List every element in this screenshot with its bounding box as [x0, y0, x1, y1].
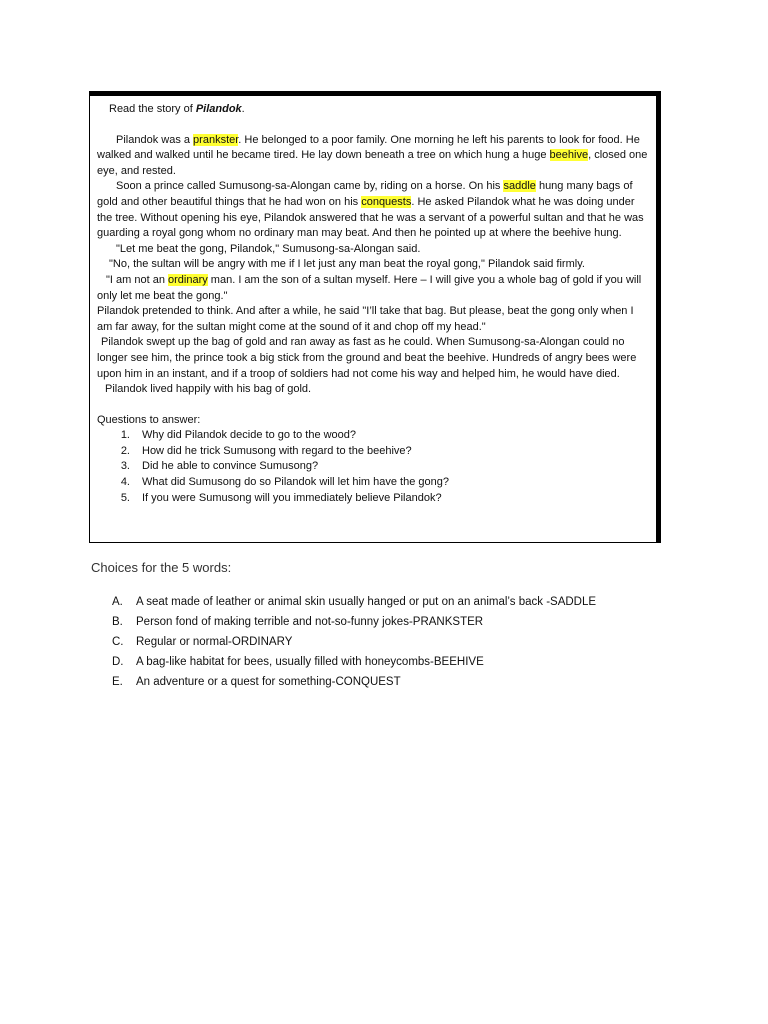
- paragraph-4: "No, the sultan will be angry with me if I let just any man beat the royal gong," Pilandok said firmly.: [109, 258, 585, 271]
- text-run: Soon a prince called Sumusong-sa-Alongan came by, riding on a horse. On his: [116, 180, 504, 193]
- text-run: Pilandok was a: [116, 133, 194, 146]
- choices-heading: Choices for the 5 words:: [91, 560, 232, 575]
- choice-item: [112, 632, 596, 652]
- story-intro: [97, 102, 650, 118]
- question-number: 5.: [120, 491, 130, 504]
- choice-letter: C.: [112, 636, 124, 648]
- choices-list: [112, 592, 596, 692]
- question-item: [97, 491, 650, 507]
- question-text: How did he trick Sumusong with regard to the beehive?: [142, 444, 412, 457]
- question-item: [97, 459, 650, 475]
- choice-letter: D.: [112, 656, 124, 668]
- choice-letter: A.: [112, 596, 123, 608]
- question-number: 4.: [120, 476, 130, 489]
- highlight-conquests: conquests: [361, 195, 412, 208]
- choice-letter: B.: [112, 616, 123, 628]
- question-number: 3.: [120, 460, 130, 473]
- spacer: [97, 118, 650, 133]
- question-item: [97, 444, 650, 460]
- choice-item: [112, 592, 596, 612]
- text-run: . He belonged to a poor family. One morning he left his parents to look for food. He walked and walked until he became tired. He lay down beneath a tree on which hung a huge: [97, 133, 640, 162]
- choice-text: A bag-like habitat for bees, usually filled with honeycombs-BEEHIVE: [136, 656, 484, 668]
- choice-text: An adventure or a quest for something-CONQUEST: [136, 676, 401, 688]
- questions-list: [97, 428, 650, 506]
- text-run: hung many bags of gold and other beautiful things that he had won on his: [97, 180, 633, 208]
- question-item: [97, 475, 650, 491]
- text-run: . He asked Pilandok what he was doing under the tree. Without opening his eye, Pilandok answered that he was a servant of a powerful sultan and that he was guarding a royal gong whom no ordinary man may beat. And then he pointed up at where the beehive hung.: [97, 195, 644, 240]
- intro-text: Read the story of: [109, 103, 196, 115]
- choice-item: [112, 672, 596, 692]
- spacer: [97, 398, 650, 413]
- text-run: , closed one eye, and rested.: [97, 149, 648, 177]
- choice-text: A seat made of leather or animal skin usually hanged or put on an animal’s back -SADDLE: [136, 596, 597, 608]
- question-text: Did he able to convince Sumusong?: [142, 460, 319, 473]
- story-box: [89, 91, 661, 543]
- choice-text: Regular or normal-ORDINARY: [136, 636, 293, 648]
- intro-period: .: [241, 103, 245, 115]
- choice-item: [112, 612, 596, 632]
- highlight-beehive: beehive: [549, 149, 589, 162]
- highlight-ordinary: ordinary: [168, 273, 208, 286]
- paragraph-5: [97, 273, 650, 304]
- paragraph-8: Pilandok lived happily with his bag of gold.: [105, 383, 312, 396]
- story-title: Pilandok: [195, 103, 242, 115]
- question-text: Why did Pilandok decide to go to the wood?: [142, 429, 357, 442]
- paragraph-3: "Let me beat the gong, Pilandok," Sumusong-sa-Alongan said.: [116, 242, 421, 255]
- choice-letter: E.: [112, 676, 123, 688]
- question-text: What did Sumusong do so Pilandok will let him have the gong?: [142, 476, 449, 489]
- questions-heading: Questions to answer:: [97, 413, 201, 426]
- highlight-prankster: prankster: [193, 133, 239, 146]
- text-run: "I am not an: [106, 273, 168, 286]
- highlight-saddle: saddle: [503, 180, 536, 193]
- question-number: 1.: [120, 429, 130, 442]
- question-text: If you were Sumusong will you immediately believe Pilandok?: [142, 491, 442, 504]
- question-item: [97, 428, 650, 444]
- paragraph-2: [97, 179, 650, 241]
- paragraph-1: [97, 133, 650, 180]
- paragraph-6: Pilandok pretended to think. And after a while, he said "I’ll take that bag. But please, beat the gong only when I am far away, for the sultan might come at the sound of it and chop off my head.": [97, 305, 634, 333]
- question-number: 2.: [120, 444, 130, 457]
- choice-text: Person fond of making terrible and not-so-funny jokes-PRANKSTER: [136, 616, 484, 628]
- text-run: man. I am the son of a sultan myself. Here – I will give you a whole bag of gold if you will only let me beat the gong.": [97, 273, 642, 302]
- choice-item: [112, 652, 596, 672]
- paragraph-7: Pilandok swept up the bag of gold and ran away as fast as he could. When Sumusong-sa-Alongan could no longer see him, the prince took a big stick from the ground and beat the beehive. Hundreds of angry bees were upon him in an instant, and if a troop of soldiers had not come his way and helped him, he would have died.: [97, 336, 637, 380]
